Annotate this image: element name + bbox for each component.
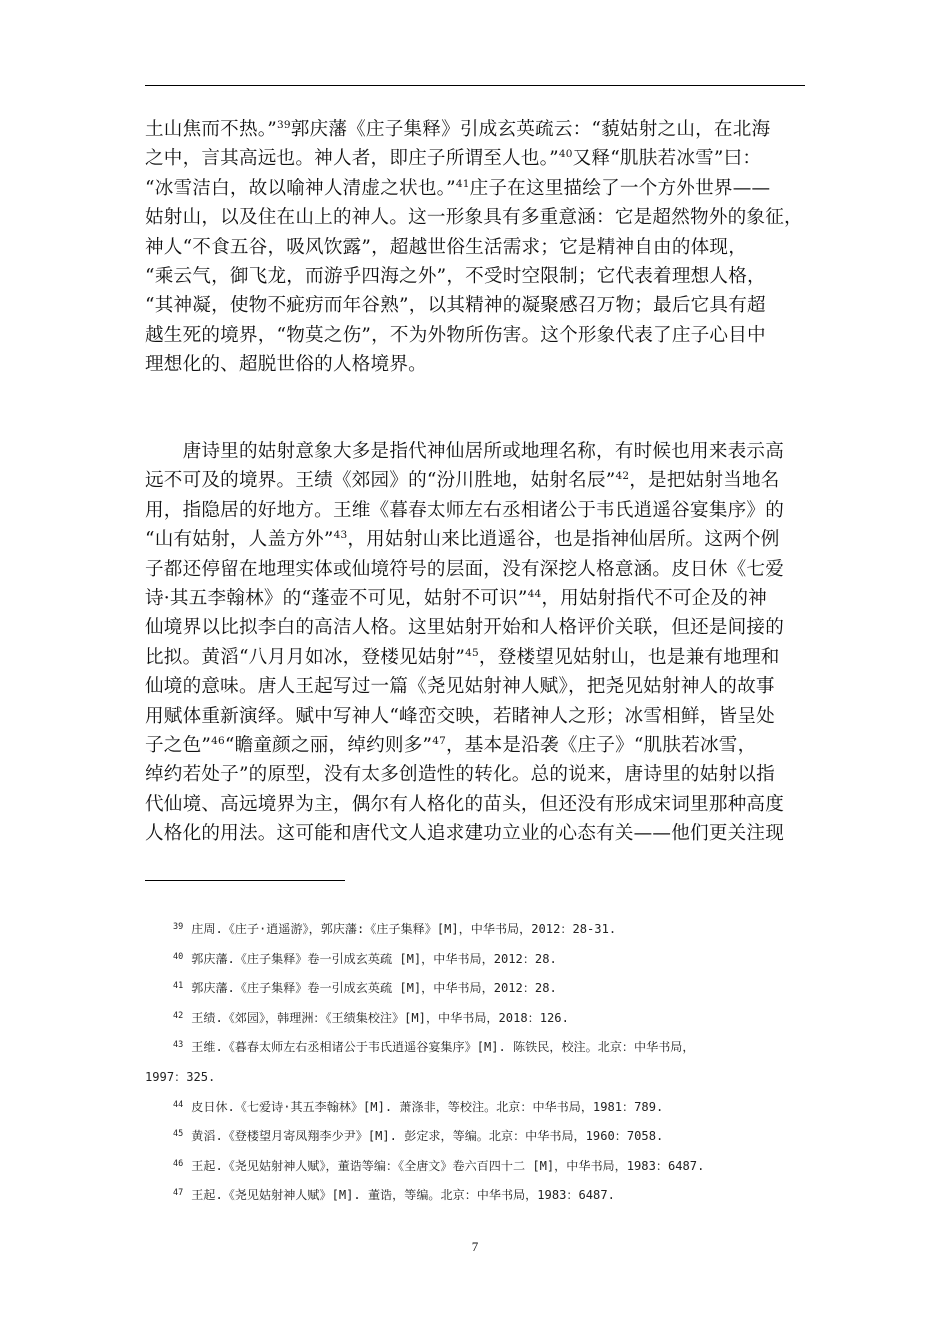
footnote-text: 庄周.《庄子·逍遥游》，郭庆藩:《庄子集释》[M]，中华书局，2012：28-31. xyxy=(191,922,617,936)
text-line xyxy=(145,203,807,232)
page-number: 7 xyxy=(471,1239,479,1254)
text-segment: 庄子在这里描绘了一个方外世界—— xyxy=(469,177,771,199)
footnote-number: 45 xyxy=(173,1129,184,1140)
text-segment: ，基本是沿袭《庄子》“肌肤若冰雪， xyxy=(445,734,757,756)
text-segment: “瞻童颜之丽，绰约则多” xyxy=(224,734,433,756)
footnote-text: 王起.《尧见姑射神人赋》，董诰等编：《全唐文》卷六百四十二 [M]，中华书局，1983：6487. xyxy=(191,1158,705,1173)
text-segment: “冰雪洁白，故以喻神人清虚之状也。” xyxy=(145,177,456,199)
text-segment: 代仙境、高远境界为主，偶尔有人格化的苗头，但还没有形成宋词里那种高度 xyxy=(145,793,784,815)
body-paragraph-2 xyxy=(145,437,807,848)
text-segment: 子都还停留在地理实体或仙境符号的层面，没有深挖人格意涵。皮日休《七爱 xyxy=(145,558,784,580)
footnote-item xyxy=(145,1186,807,1216)
footnote-text: 1997：325. xyxy=(145,1069,216,1084)
footnote-number: 40 xyxy=(173,951,184,962)
text-line xyxy=(145,584,807,613)
footnotes xyxy=(145,920,807,1216)
text-line xyxy=(145,144,807,173)
text-segment: 神人“不食五谷，吸风饮露”，超越世俗生活需求；它是精神自由的体现， xyxy=(145,236,748,258)
footnote-item xyxy=(145,1098,807,1128)
text-line xyxy=(145,790,807,819)
text-segment: 仙境界以比拟李白的高洁人格。这里姑射开始和人格评价关联，但还是间接的 xyxy=(145,617,784,639)
text-line xyxy=(145,291,807,320)
text-segment: 之中，言其高远也。神人者，即庄子所谓至人也。” xyxy=(145,148,559,170)
text-line xyxy=(145,174,807,203)
footnote-number: 42 xyxy=(173,1010,184,1021)
footnote-item xyxy=(145,920,807,950)
footnote-text: 王起.《尧见姑射神人赋》[M]. 董诰，等编。北京：中华书局，1983：6487. xyxy=(191,1188,615,1203)
footnote-item xyxy=(145,1009,807,1039)
text-segment: 仙境的意味。唐人王起写过一篇《尧见姑射神人赋》，把尧见姑射神人的故事 xyxy=(145,676,775,698)
text-segment: 绰约若处子”的原型，没有太多创造性的转化。总的说来，唐诗里的姑射以指 xyxy=(145,764,775,786)
footnote-ref: 41 xyxy=(455,177,470,190)
text-line xyxy=(145,350,807,379)
text-segment: 郭庆藩《庄子集释》引成玄英疏云：“藐姑射之山，在北海 xyxy=(290,119,771,140)
text-line xyxy=(145,555,807,584)
footnote-ref: 42 xyxy=(615,470,630,483)
text-segment: 土山焦而不热。” xyxy=(145,119,277,140)
footnote-item xyxy=(145,1127,807,1157)
footnote-ref: 40 xyxy=(558,148,573,161)
footnote-item xyxy=(145,950,807,980)
text-line xyxy=(145,760,807,789)
footnote-text: 郭庆藩.《庄子集释》卷一引成玄英疏 [M]，中华书局，2012：28. xyxy=(191,951,557,966)
text-line xyxy=(145,466,807,495)
footnote-number: 47 xyxy=(173,1188,184,1199)
text-segment: ，用姑射山来比逍遥谷，也是指神仙居所。这两个例 xyxy=(347,529,780,551)
text-line xyxy=(145,731,807,760)
footnote-ref: 46 xyxy=(211,734,225,747)
text-line xyxy=(145,525,807,554)
footnote-number: 39 xyxy=(173,922,184,932)
header-rule xyxy=(145,85,805,86)
text-segment: 子之色” xyxy=(145,734,212,756)
footnote-ref: 44 xyxy=(527,587,542,600)
footnote-number: 44 xyxy=(173,1099,184,1110)
footnote-item xyxy=(145,1068,807,1098)
footnote-ref: 47 xyxy=(432,734,446,747)
text-segment: 越生死的境界，“物莫之伤”，不为外物所伤害。这个形象代表了庄子心目中 xyxy=(145,324,766,346)
footnote-item xyxy=(145,1038,807,1068)
footnote-ref: 39 xyxy=(276,119,291,131)
footnote-number: 41 xyxy=(173,981,184,992)
text-line xyxy=(145,496,807,525)
text-segment: “其神凝，使物不疵疠而年谷熟”，以其精神的凝聚感召万物；最后它具有超 xyxy=(145,295,766,317)
text-segment: ，用姑射指代不可企及的神 xyxy=(541,587,767,609)
text-segment: ，登楼望见姑射山，也是兼有地理和 xyxy=(478,646,780,668)
footnote-text: 王维.《暮春太师左右丞相诸公于韦氏逍遥谷宴集序》[M]. 陈铁民，校注。北京：中华书局， xyxy=(191,1040,695,1055)
text-line xyxy=(145,819,807,848)
text-segment: “山有姑射，人盖方外” xyxy=(145,529,334,551)
text-line xyxy=(145,115,807,144)
footnote-text: 郭庆藩.《庄子集释》卷一引成玄英疏 [M]，中华书局，2012：28. xyxy=(191,981,557,996)
footnote-text: 黄滔.《登楼望月寄凤翔李少尹》[M]. 彭定求，等编。北京：中华书局，1960：7058. xyxy=(191,1129,664,1144)
footnote-item xyxy=(145,979,807,1009)
text-segment: ，是把姑射当地名 xyxy=(629,470,780,492)
footnote-number: 46 xyxy=(173,1158,184,1169)
text-segment: 理想化的、超脱世俗的人格境界。 xyxy=(145,354,427,376)
text-segment: 远不可及的境界。王绩《郊园》的“汾川胜地，姑射名辰” xyxy=(145,470,616,492)
footnote-text: 王绩.《郊园》，韩理洲：《王绩集校注》[M]，中华书局，2018：126. xyxy=(191,1010,569,1025)
text-segment: 唐诗里的姑射意象大多是指代神仙居所或地理名称，有时候也用来表示高 xyxy=(145,441,784,462)
text-line xyxy=(145,233,807,262)
text-line xyxy=(145,437,807,466)
footnote-ref: 43 xyxy=(333,529,348,542)
footnote-text: 皮日休.《七爱诗·其五李翰林》[M]. 萧涤非，等校注。北京：中华书局，1981：789. xyxy=(191,1099,664,1114)
footnote-separator xyxy=(145,880,345,881)
text-line xyxy=(145,613,807,642)
text-segment: “乘云气，御飞龙，而游乎四海之外”，不受时空限制；它代表着理想人格， xyxy=(145,265,766,287)
text-line xyxy=(145,702,807,731)
footnote-item xyxy=(145,1157,807,1187)
text-segment: 姑射山，以及住在山上的神人。这一形象具有多重意涵：它是超然物外的象征， xyxy=(145,207,803,229)
text-segment: 人格化的用法。这可能和唐代文人追求建功立业的心态有关——他们更关注现 xyxy=(145,823,784,845)
footnote-number: 43 xyxy=(173,1040,184,1051)
text-segment: 比拟。黄滔“八月月如冰，登楼见姑射” xyxy=(145,646,466,668)
text-segment: 用，指隐居的好地方。王维《暮春太师左右丞相诸公于韦氏逍遥谷宴集序》的 xyxy=(145,499,784,521)
text-line xyxy=(145,672,807,701)
text-line xyxy=(145,321,807,350)
footnote-ref: 45 xyxy=(465,646,479,659)
text-line xyxy=(145,643,807,672)
body-paragraph-1 xyxy=(145,115,807,380)
text-segment: 又释“肌肤若冰雪”曰： xyxy=(572,148,762,170)
text-line xyxy=(145,262,807,291)
text-segment: 用赋体重新演绎。赋中写神人“峰峦交映，若睹神人之形；冰雪相鲜，皆呈处 xyxy=(145,705,775,727)
text-segment: 诗·其五李翰林》的“蓬壶不可见，姑射不可识” xyxy=(145,587,528,609)
